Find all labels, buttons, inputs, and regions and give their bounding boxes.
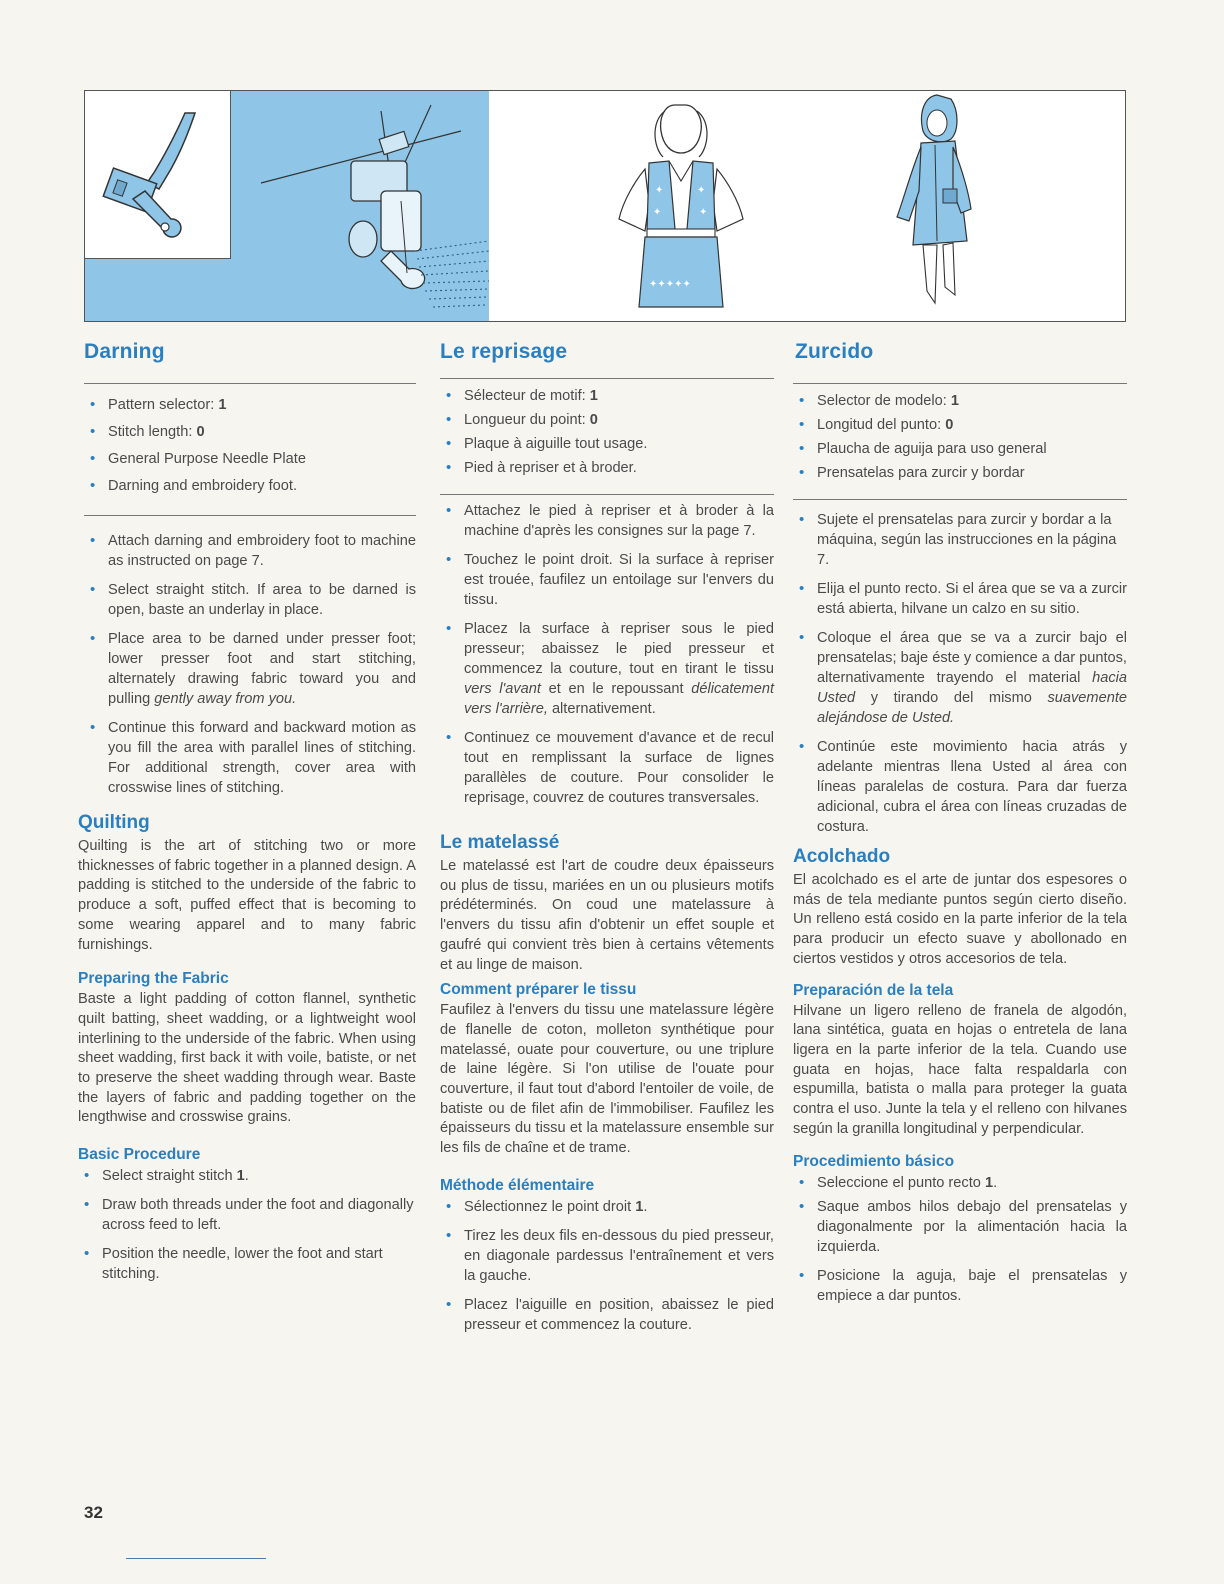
darning-title: Darning	[84, 340, 165, 363]
matelasse-title: Le matelassé	[440, 832, 560, 853]
basic-step-2: • Draw both threads under the foot and diagonally across feed to left.	[78, 1195, 416, 1235]
etape-point-droit: • Touchez le point droit. Si la surface à repriser est trouée, faufilez un entoilage sur l'envers du tissu.	[440, 550, 774, 610]
zurcido-title: Zurcido	[795, 340, 874, 363]
spec-prensatelas: • Prensatelas para zurcir y bordar	[793, 463, 1127, 483]
preparing-fabric-title: Preparing the Fabric	[78, 970, 229, 988]
darning-foot-icon	[85, 91, 231, 259]
spec-selector-modelo: • Selector de modelo: 1	[793, 391, 1127, 411]
preparacion-tela-text: Hilvane un ligero relleno de franela de algodón, lana sintética, guata en hojas o entretela de lana ligera en la parte inferior de la tela. Cuando use guata en hojas, hace falta respaldarla con espumilla, batista o malla para proteger la guata contra el uso. Junte la tela y el relleno con hilvanes según la granilla longitudinal y perpendicular.	[793, 1002, 1127, 1137]
etape-placer-surface: • Placez la surface à repriser sous le pied presseur; abaissez le pied presseur et commencez la couture, tout en tirant le tissu vers l'avant et en le repoussant délicatement vers l'arrière, alternativement.	[440, 619, 774, 719]
basic-step-3: • Position the needle, lower the foot and start stitching.	[78, 1244, 416, 1284]
spec-plaque-aiguille: • Plaque à aiguille tout usage.	[440, 434, 774, 454]
methode-etape-2: • Tirez les deux fils en-dessous du pied presseur, en diagonale pardessus l'entraînement et vers la gauche.	[440, 1226, 774, 1286]
zurcido-settings	[793, 384, 1127, 495]
methode-etape-1: • Sélectionnez le point droit 1.	[440, 1197, 774, 1217]
paso-sujetar-prensatelas: • Sujete el prensatelas para zurcir y bordar a la máquina, según las instrucciones en la página 7.	[793, 510, 1127, 570]
spec-placa-aguja: • Plaucha de aguija para uso general	[793, 439, 1127, 459]
spec-pied-repriser: • Pied à repriser et à broder.	[440, 458, 774, 478]
spanish-column	[793, 340, 1127, 1315]
paso-elegir-punto: • Elija el punto recto. Si el área que se va a zurcir está abierta, hilvane un calzo en su sitio.	[793, 579, 1127, 619]
acolchado-text: El acolchado es el arte de juntar dos espesores o más de tela mediante puntos según cierto diseño. Un relleno está cosido en la parte inferior de la tela para producir un efecto suave y abollonado en ciertos vestidos y otros accesorios de tela.	[793, 872, 1127, 967]
matelasse-text: Le matelassé est l'art de coudre deux épaisseurs ou plus de tissu, mariées en un ou plusieurs motifs prédéterminés. On coud une matelassure à l'envers du tissu afin d'obtenir un effet souple et gaufré qui convient très bien à certains vêtements et au linge de maison.	[440, 858, 774, 973]
darning-steps	[78, 516, 416, 798]
methode-etape-3: • Placez l'aiguille en position, abaissez le pied presseur et commencez la couture.	[440, 1295, 774, 1335]
paso-colocar-area: • Coloque el área que se va a zurcir bajo el prensatelas; baje éste y comience a dar puntos, alternativamente trayendo el material hacia Usted y tirando del mismo suavemente alejándose de Usted.	[793, 628, 1127, 728]
reprisage-title: Le reprisage	[440, 340, 568, 363]
preparer-tissu-title: Comment préparer le tissu	[440, 981, 637, 999]
basic-step-1: • Select straight stitch 1.	[78, 1166, 416, 1186]
step-attach-foot: • Attach darning and embroidery foot to machine as instructed on page 7.	[84, 531, 416, 571]
french-column	[440, 340, 774, 1344]
paso-continuar: • Continúe este movimiento hacia atrás y adelante mientras llena Usted al área con líneas paralelas de costura. Para dar fuerza adicional, cubra el área con líneas cruzadas de costura.	[793, 737, 1127, 837]
svg-text:✦✦✦✦✦: ✦✦✦✦✦	[649, 279, 691, 290]
presser-foot-darning-icon	[231, 91, 491, 322]
zurcido-steps	[793, 500, 1127, 837]
step-continue-motion: • Continue this forward and backward motion as you fill the area with parallel lines of stitching. For additional strength, cover area with crosswise lines of stitching.	[84, 718, 416, 798]
spec-pattern-selector: • Pattern selector: 1	[84, 395, 416, 415]
procedimiento-basico-title: Procedimiento básico	[793, 1153, 955, 1171]
reprisage-settings	[440, 379, 774, 490]
procedimiento-paso-3: • Posicione la aguja, baje el prensatelas y empiece a dar puntos.	[793, 1266, 1127, 1306]
page-number: 32	[84, 1503, 103, 1522]
preparing-fabric-text: Baste a light padding of cotton flannel, synthetic quilt batting, sheet wadding, or a lightweight wool interlining to the underside of the fabric. When using sheet wadding, first back it with voile, batiste, or net to preserve the sheet wadding through wear. Baste the layers of fabric and padding together on the lengthwise and crosswise grains.	[78, 991, 416, 1126]
svg-text:✦: ✦	[655, 185, 664, 196]
quilting-text: Quilting is the art of stitching two or more thicknesses of fabric together in a planned design. A padding is stitched to the underside of the fabric to produce a soft, puffed effect that is becoming to some wearing apparel and to many fabric furnishings.	[78, 838, 416, 953]
illustration-banner	[84, 90, 1126, 322]
acolchado-title: Acolchado	[793, 846, 891, 867]
darning-foot-inset	[85, 91, 231, 259]
woman-embroidered-vest-icon	[605, 91, 775, 322]
preparer-tissu-text: Faufilez à l'envers du tissu une matelassure légère de flanelle de coton, molleton synthétique pour matelassé, ouate pour couverture, ou une triplure de laine légère. Si l'on utilise de l'ouate pour couverture, il faut tout d'abord l'entoiler de voile, de batiste ou de filet afin de l'immobiliser. Faufilez les épaisseurs du tissu et la matelassure ensemble sur les fils de chaîne et de trame.	[440, 1002, 774, 1157]
child-quilted-coat-icon	[893, 91, 1003, 322]
spec-needle-plate: • General Purpose Needle Plate	[84, 449, 416, 469]
svg-text:✦: ✦	[697, 185, 706, 196]
quilting-title: Quilting	[78, 812, 150, 833]
spec-selecteur-motif: • Sélecteur de motif: 1	[440, 386, 774, 406]
procedimiento-paso-2: • Saque ambos hilos debajo del prensatelas y diagonalmente por la alimentación hacia la izquierda.	[793, 1197, 1127, 1257]
procedimiento-paso-1: • Seleccione el punto recto 1.	[793, 1173, 1127, 1193]
spec-longueur-point: • Longueur du point: 0	[440, 410, 774, 430]
spec-longitud-punto: • Longitud del punto: 0	[793, 415, 1127, 435]
svg-text:✦: ✦	[699, 207, 708, 218]
etape-attacher-pied: • Attachez le pied à repriser et à broder à la machine d'après les consignes sur la page 7.	[440, 501, 774, 541]
spec-foot: • Darning and embroidery foot.	[84, 476, 416, 496]
methode-elementaire-title: Méthode élémentaire	[440, 1176, 595, 1194]
step-select-stitch: • Select straight stitch. If area to be darned is open, baste an underlay in place.	[84, 580, 416, 620]
footer-line	[126, 1558, 266, 1559]
spec-stitch-length: • Stitch length: 0	[84, 422, 416, 442]
darning-settings	[78, 384, 416, 511]
english-column	[78, 340, 416, 1293]
reprisage-steps	[440, 495, 774, 808]
step-place-area: • Place area to be darned under presser foot; lower presser foot and start stitching, alternately drawing fabric toward you and pulling gently away from you.	[84, 629, 416, 709]
preparacion-tela-title: Preparación de la tela	[793, 981, 954, 999]
basic-procedure-title: Basic Procedure	[78, 1146, 201, 1164]
svg-text:✦: ✦	[653, 207, 662, 218]
etape-continuer: • Continuez ce mouvement d'avance et de recul tout en remplissant la surface de lignes parallèles de couture. Pour consolider le reprisage, couvrez de coutures transversales.	[440, 728, 774, 808]
